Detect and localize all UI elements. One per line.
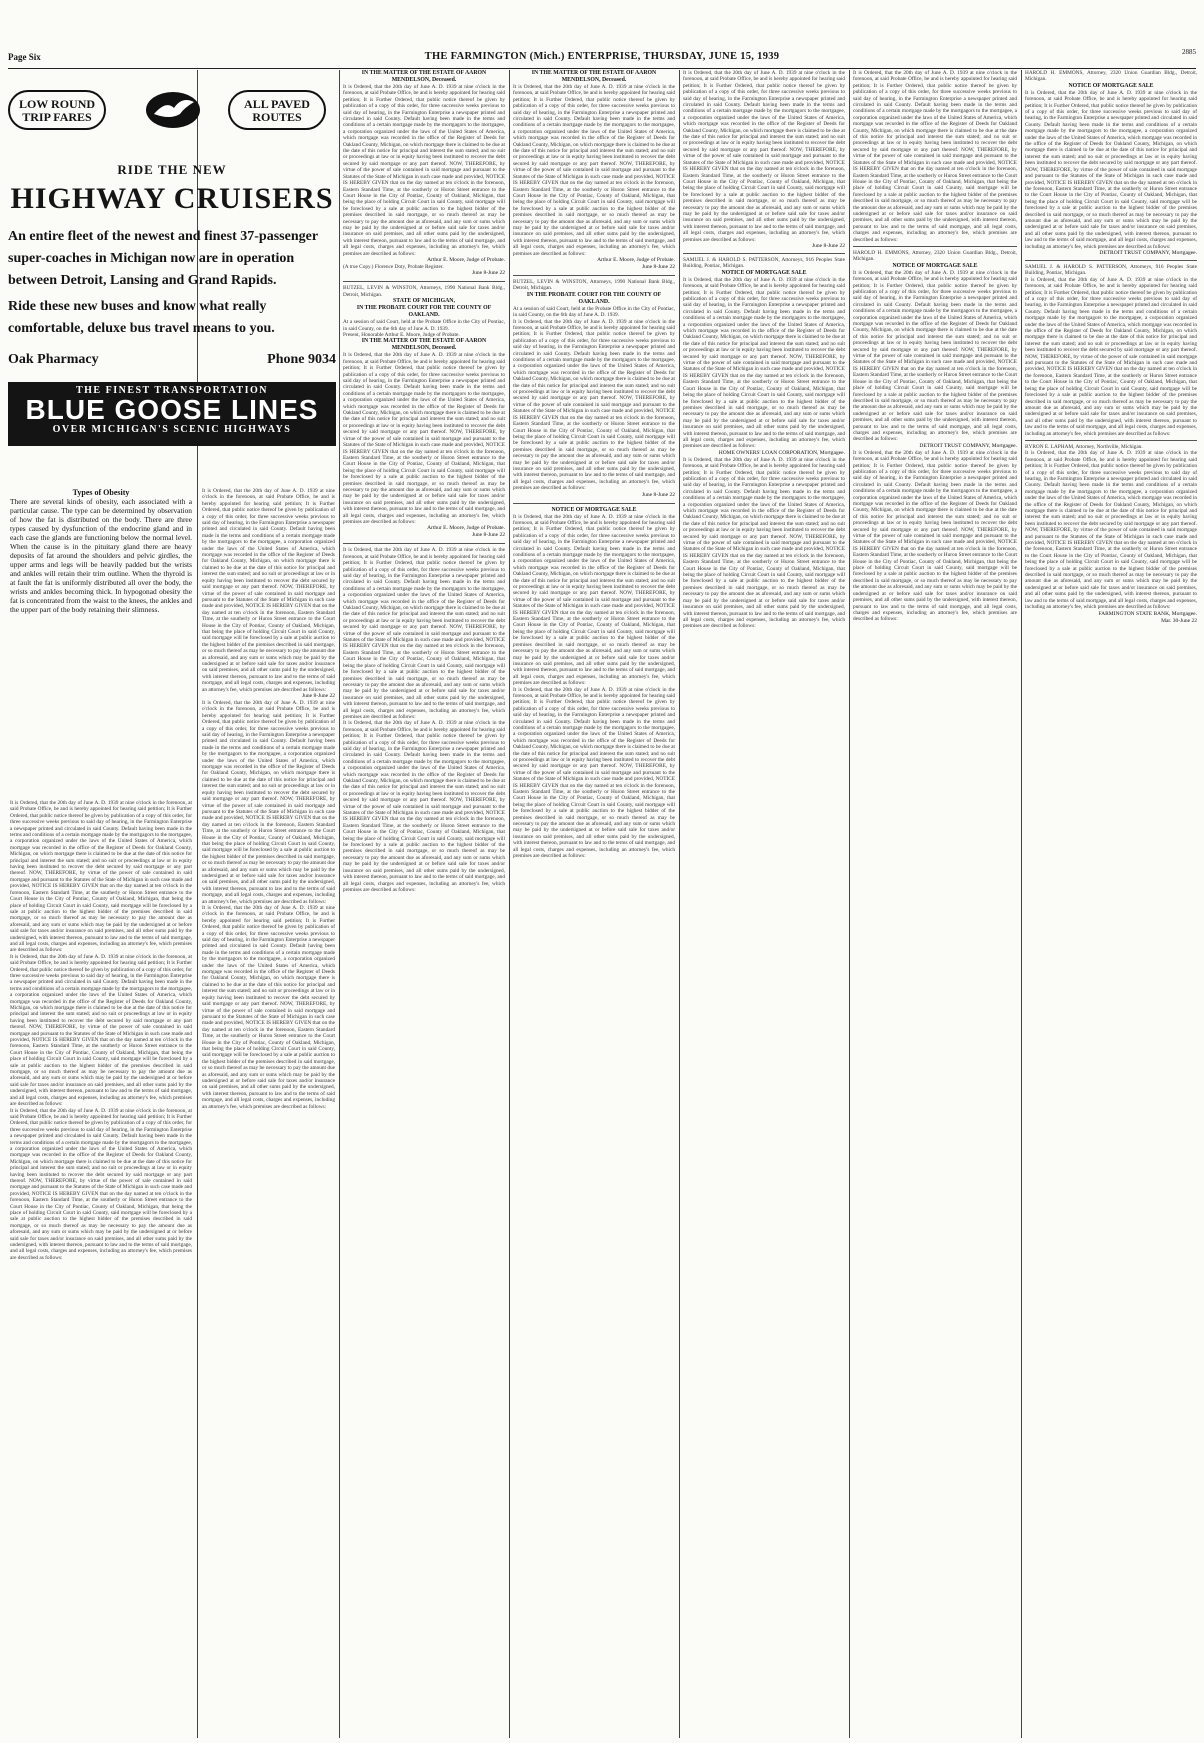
masthead: THE FARMINGTON (Mich.) ENTERPRISE, THURSDAY, JUNE 15, 1939 [424,51,780,62]
mortgage-sale-heading: NOTICE OF MORTGAGE SALE [721,269,807,276]
ad-banner [8,382,336,446]
notice-text: It is Ordered, that the 20th day of June A. D. 1939 at nine o'clock in the forenoon, at said Probate Office, be and is hereby appointed for hearing said petition; It is Further Ordered, that public notice thereof be given by publication of a copy of this order, for three successive weeks previous to said day of hearing, in the Farmington Enterprise a newspaper printed and circulated in said County. Default having been made in the terms and conditions of a certain mortgage made by the mortgagors to the mortgagee, a corporation organized under the laws of the United States of America, which mortgage was recorded in the office of the Register of Deeds for Oakland County, Michigan, on which mortgage there is claimed to be due at the date of this notice for principal and interest the sum stated; and no suit or proceedings at law or in equity having been instituted to recover the debt secured by said mortgage or any part thereof. NOW, THEREFORE, by virtue of the power of sale contained in said mortgage and pursuant to the Statutes of the State of Michigan in such case made and provided, NOTICE IS HEREBY GIVEN that on the day named at ten o'clock in the forenoon, Eastern Standard Time, at the southerly or Huron Street entrance to the Court House in the City of Pontiac, County of Oakland, Michigan, that being the place of holding Circuit Court in said County, said mortgage will be foreclosed by a sale at public auction to the highest bidder of the premises described in said mortgage, or so much thereof as may be necessary to pay the amount due as aforesaid, and any sum or sums which may be paid by the undersigned at or before said sale for taxes and/or insurance on said premises, and all other sums paid by the undersigned, with interest thereon, pursuant to law and to the terms of said mortgage, and all legal costs, charges and expenses, including an attorney's fee, which premises are described as follows: [853,449,1017,623]
notice-text: It is Ordered, that the 20th day of June A. D. 1939 at nine o'clock in the forenoon, at said Probate Office, be and is hereby appointed for hearing said petition; It is Further Ordered, that public notice thereof be given by publication of a copy of this order, for three successive weeks previous to said day of hearing, in the Farmington Enterprise a newspaper printed and circulated in said County. Default having been made in the terms and conditions of a certain mortgage made by the mortgagors to the mortgagee, a corporation organized under the laws of the United States of America, which mortgage was recorded in the office of the Register of Deeds for Oakland County, Michigan, on which mortgage there is claimed to be due at the date of this notice for principal and interest the sum stated; and no suit or proceedings at law or in equity having been instituted to recover the debt secured by said mortgage or any part thereof. NOW, THEREFORE, by virtue of the power of sale contained in said mortgage and pursuant to the Statutes of the State of Michigan in such case made and provided, NOTICE IS HEREBY GIVEN that on the day named at ten o'clock in the forenoon, Eastern Standard Time, at the southerly or Huron Street entrance to the Court House in the City of Pontiac, County of Oakland, Michigan, that being the place of holding Circuit Court in said County, said mortgage will be foreclosed by a sale at public auction to the highest bidder of the premises described in said mortgage, or so much thereof as may be necessary to pay the amount due as aforesaid, and any sum or sums which may be paid by the undersigned at or before said sale for taxes and/or insurance on said premises, and all other sums paid by the undersigned, with interest thereon, pursuant to law and to the terms of said mortgage, and all legal costs, charges and expenses, including an attorney's fee, which premises are described as follows: [513,84,675,257]
notice-text: It is Ordered, that the 20th day of June A. D. 1939 at nine o'clock in the forenoon, at said Probate Office, be and is hereby appointed for hearing said petition; It is Further Ordered, that public notice thereof be given by publication of a copy of this order, for three successive weeks previous to said day of hearing, in the Farmington Enterprise a newspaper printed and circulated in said County. Default having been made in the terms and conditions of a certain mortgage made by the mortgagors to the mortgagee, a corporation organized under the laws of the United States of America, which mortgage was recorded in the office of the Register of Deeds for Oakland County, Michigan, on which mortgage there is claimed to be due at the date of this notice for principal and interest the sum stated; and no suit or proceedings at law or in equity having been instituted to recover the debt secured by said mortgage or any part thereof. NOW, THEREFORE, by virtue of the power of sale contained in said mortgage and pursuant to the Statutes of the State of Michigan in such case made and provided, NOTICE IS HEREBY GIVEN that on the day named at ten o'clock in the forenoon, Eastern Standard Time, at the southerly or Huron Street entrance to the Court House in the City of Pontiac, County of Oakland, Michigan, that being the place of holding Circuit Court in said County, said mortgage will be foreclosed by a sale at public auction to the highest bidder of the premises described in said mortgage, or so much thereof as may be necessary to pay the amount due as aforesaid, and any sum or sums which may be paid by the undersigned at or before said sale for taxes and/or insurance on said premises, and all other sums paid by the undersigned, with interest thereon, pursuant to law and to the terms of said mortgage, and all legal costs, charges and expenses, including an attorney's fee, which premises are described as follows: [202,905,335,1110]
notice-text: It is Ordered, that the 20th day of June A. D. 1939 at nine o'clock in the forenoon, at said Probate Office, be and is hereby appointed for hearing said petition; It is Further Ordered, that public notice thereof be given by publication of a copy of this order, for three successive weeks previous to said day of hearing, in the Farmington Enterprise a newspaper printed and circulated in said County. Default having been made in the terms and conditions of a certain mortgage made by the mortgagors to the mortgagee, a corporation organized under the laws of the United States of America, which mortgage was recorded in the office of the Register of Deeds for Oakland County, Michigan, on which mortgage there is claimed to be due at the date of this notice for principal and interest the sum stated; and no suit or proceedings at law or in equity having been instituted to recover the debt secured by said mortgage or any part thereof. NOW, THEREFORE, by virtue of the power of sale contained in said mortgage and pursuant to the Statutes of the State of Michigan in such case made and provided, NOTICE IS HEREBY GIVEN that on the day named at ten o'clock in the forenoon, Eastern Standard Time, at the southerly or Huron Street entrance to the Court House in the City of Pontiac, County of Oakland, Michigan, that being the place of holding Circuit Court in said County, said mortgage will be foreclosed by a sale at public auction to the highest bidder of the premises described in said mortgage, or so much thereof as may be necessary to pay the amount due as aforesaid, and any sum or sums which may be paid by the undersigned at or before said sale for taxes and/or insurance on said premises, and all other sums paid by the undersigned, with interest thereon, pursuant to law and to the terms of said mortgage, and all legal costs, charges and expenses, including an attorney's fee, which premises are described as follows: [343,720,505,893]
ad-store: Oak Pharmacy [8,352,99,367]
probate-notice [343,70,505,277]
legal-column-4 [513,70,675,1738]
fares-box: LOW ROUND TRIP FARES [8,90,106,130]
notice-text: It is Ordered, that the 20th day of June A. D. 1939 at nine o'clock in the forenoon, at said Probate Office, be and is hereby appointed for hearing said petition; It is Further Ordered, that public notice thereof be given by publication of a copy of this order, for three successive weeks previous to said day of hearing, in the Farmington Enterprise a newspaper printed and circulated in said County. Default having been made in the terms and conditions of a certain mortgage made by the mortgagors to the mortgagee, a corporation organized under the laws of the United States of America, which mortgage was recorded in the office of the Register of Deeds for Oakland County, Michigan, on which mortgage there is claimed to be due at the date of this notice for principal and interest the sum stated; and no suit or proceedings at law or in equity having been instituted to recover the debt secured by said mortgage or any part thereof. NOW, THEREFORE, by virtue of the power of sale contained in said mortgage and pursuant to the Statutes of the State of Michigan in such case made and provided, NOTICE IS HEREBY GIVEN that on the day named at ten o'clock in the forenoon, Eastern Standard Time, at the southerly or Huron Street entrance to the Court House in the City of Pontiac, County of Oakland, Michigan, that being the place of holding Circuit Court in said County, said mortgage will be foreclosed by a sale at public auction to the highest bidder of the premises described in said mortgage, or so much thereof as may be necessary to pay the amount due as aforesaid, and any sum or sums which may be paid by the undersigned at or before said sale for taxes and/or insurance on said premises, and all other sums paid by the undersigned, with interest thereon, pursuant to law and to the terms of said mortgage, and all legal costs, charges and expenses, including an attorney's fee, which premises are described as follows: [683,70,845,243]
notice-firm: HAROLD H. EMMONS, Attorney, 2320 Union Guardian Bldg., Detroit, Michigan. [853,249,1017,263]
notice-text: It is Ordered, that the 20th day of June A. D. 1939 at nine o'clock in the forenoon, at said Probate Office, be and is hereby appointed for hearing said petition; It is Further Ordered, that public notice thereof be given by publication of a copy of this order, for three successive weeks previous to said day of hearing, in the Farmington Enterprise a newspaper printed and circulated in said County. Default having been made in the terms and conditions of a certain mortgage made by the mortgagors to the mortgagee, a corporation organized under the laws of the United States of America, which mortgage was recorded in the office of the Register of Deeds for Oakland County, Michigan, on which mortgage there is claimed to be due at the date of this notice for principal and interest the sum stated; and no suit or proceedings at law or in equity having been instituted to recover the debt secured by said mortgage or any part thereof. NOW, THEREFORE, by virtue of the power of sale contained in said mortgage and pursuant to the Statutes of the State of Michigan in such case made and provided, NOTICE IS HEREBY GIVEN that on the day named at ten o'clock in the forenoon, Eastern Standard Time, at the southerly or Huron Street entrance to the Court House in the City of Pontiac, County of Oakland, Michigan, that being the place of holding Circuit Court in said County, said mortgage will be foreclosed by a sale at public auction to the highest bidder of the premises described in said mortgage, or so much thereof as may be necessary to pay the amount due as aforesaid, and any sum or sums which may be paid by the undersigned at or before said sale for taxes and/or insurance on said premises, and all other sums paid by the undersigned, with interest thereon, pursuant to law and to the terms of said mortgage, and all legal costs, charges and expenses, including an attorney's fee, which premises are described as follows: [10,953,192,1108]
notice-date: June 8-June 22 [472,270,505,277]
notice-court: IN THE PROBATE COURT FOR THE COUNTY OF OAKLAND. [356,305,492,319]
notice-matter: IN THE MATTER OF THE ESTATE OF AARON MENDELSON, Deceased. [361,70,487,83]
notice-judge: Arthur E. Moore, Judge of Probate. [597,256,675,263]
column-rule [339,70,340,1738]
legal-column-7 [1025,70,1197,1738]
banner-top: THE FINEST TRANSPORTATION [75,385,268,396]
obesity-article [10,488,192,788]
notice-firm: BUTZEL, LEVIN & WINSTON, Attorneys, 1990 National Bank Bldg., Detroit, Michigan. [343,285,505,298]
notice-court: IN THE PROBATE COURT FOR THE COUNTY OF OAKLAND. [526,291,662,305]
bus-advertisement [8,90,336,435]
probate-notice [513,279,675,499]
ad-body: An entire fleet of the newest and finest 37-passenger super-coaches in Michigan now are in operation between Detroit, Lansing and Grand Rapids. [8,229,318,288]
notice-date: June 8-June 22 [812,242,845,249]
ad-subtitle: RIDE THE NEW [117,162,227,177]
notice-present: Present, Honorable Arthur E. Moore, Judge of Probate. [343,332,460,338]
probate-notice [343,285,505,539]
notice-date: June 8-June 22 [642,491,675,498]
mortgage-sale-heading: NOTICE OF MORTGAGE SALE [551,506,637,513]
notice-firm: BUTZEL, LEVIN & WINSTON, Attorneys, 1990 National Bank Bldg., Detroit, Michigan. [513,278,675,292]
notice-session: At a session of said Court, held at the Probate Office in the City of Pontiac, in said County, on the 6th day of June A. D. 1939. [513,305,675,319]
notice-text: It is Ordered, that the 20th day of June A. D. 1939 at nine o'clock in the forenoon, at said Probate Office, be and is hereby appointed for hearing said petition; It is Further Ordered, that public notice thereof be given by publication of a copy of this order, for three successive weeks previous to said day of hearing, in the Farmington Enterprise a newspaper printed and circulated in said County. Default having been made in the terms and conditions of a certain mortgage made by the mortgagors to the mortgagee, a corporation organized under the laws of the United States of America, which mortgage was recorded in the office of the Register of Deeds for Oakland County, Michigan, on which mortgage there is claimed to be due at the date of this notice for principal and interest the sum stated; and no suit or proceedings at law or in equity having been instituted to recover the debt secured by said mortgage or any part thereof. NOW, THEREFORE, by virtue of the power of sale contained in said mortgage and pursuant to the Statutes of the State of Michigan in such case made and provided, NOTICE IS HEREBY GIVEN that on the day named at ten o'clock in the forenoon, Eastern Standard Time, at the southerly or Huron Street entrance to the Court House in the City of Pontiac, County of Oakland, Michigan, that being the place of holding Circuit Court in said County, said mortgage will be foreclosed by a sale at public auction to the highest bidder of the premises described in said mortgage, or so much thereof as may be necessary to pay the amount due as aforesaid, and any sum or sums which may be paid by the undersigned at or before said sale for taxes and/or insurance on said premises, and all other sums paid by the undersigned, with interest thereon, pursuant to law and to the terms of said mortgage, and all legal costs, charges and expenses, including an attorney's fee, which premises are described as follows: [1025,89,1197,250]
banner-main: BLUE GOOSE LINES [25,394,319,425]
notice-text: It is Ordered, that the 20th day of June A. D. 1939 at nine o'clock in the forenoon, at said Probate Office, be and is hereby appointed for hearing said petition; It is Further Ordered, that public notice thereof be given by publication of a copy of this order, for three successive weeks previous to said day of hearing, in the Farmington Enterprise a newspaper printed and circulated in said County. Default having been made in the terms and conditions of a certain mortgage made by the mortgagors to the mortgagee, a corporation organized under the laws of the United States of America, which mortgage was recorded in the office of the Register of Deeds for Oakland County, Michigan, on which mortgage there is claimed to be due at the date of this notice for principal and interest the sum stated; and no suit or proceedings at law or in equity having been instituted to recover the debt secured by said mortgage or any part thereof. NOW, THEREFORE, by virtue of the power of sale contained in said mortgage and pursuant to the Statutes of the State of Michigan in such case made and provided, NOTICE IS HEREBY GIVEN that on the day named at ten o'clock in the forenoon, Eastern Standard Time, at the southerly or Huron Street entrance to the Court House in the City of Pontiac, County of Oakland, Michigan, that being the place of holding Circuit Court in said County, said mortgage will be foreclosed by a sale at public auction to the highest bidder of the premises described in said mortgage, or so much thereof as may be necessary to pay the amount due as aforesaid, and any sum or sums which may be paid by the undersigned at or before said sale for taxes and/or insurance on said premises, and all other sums paid by the undersigned, with interest thereon, pursuant to law and to the terms of said mortgage, and all legal costs, charges and expenses, including an attorney's fee, which premises are described as follows: [10,1107,192,1261]
notice-text: It is Ordered, that the 20th day of June A. D. 1939 at nine o'clock in the forenoon, at said Probate Office, be and is hereby appointed for hearing said petition; It is Further Ordered, that public notice thereof be given by publication of a copy of this order, for three successive weeks previous to said day of hearing, in the Farmington Enterprise a newspaper printed and circulated in said County. Default having been made in the terms and conditions of a certain mortgage made by the mortgagors to the mortgagee, a corporation organized under the laws of the United States of America, which mortgage was recorded in the office of the Register of Deeds for Oakland County, Michigan, on which mortgage there is claimed to be due at the date of this notice for principal and interest the sum stated; and no suit or proceedings at law or in equity having been instituted to recover the debt secured by said mortgage or any part thereof. NOW, THEREFORE, by virtue of the power of sale contained in said mortgage and pursuant to the Statutes of the State of Michigan in such case made and provided, NOTICE IS HEREBY GIVEN that on the day named at ten o'clock in the forenoon, Eastern Standard Time, at the southerly or Huron Street entrance to the Court House in the City of Pontiac, County of Oakland, Michigan, that being the place of holding Circuit Court in said County, said mortgage will be foreclosed by a sale at public auction to the highest bidder of the premises described in said mortgage, or so much thereof as may be necessary to pay the amount due as aforesaid, and any sum or sums which may be paid by the undersigned at or before said sale for taxes and/or insurance on said premises, and all other sums paid by the undersigned, with interest thereon, pursuant to law and to the terms of said mortgage, and all legal costs, charges and expenses, including an attorney's fee, which premises are described as follows: [10,800,192,954]
page-number: Page Six [8,52,41,62]
notice-text: It is Ordered, that the 20th day of June A. D. 1939 at nine o'clock in the forenoon, at said Probate Office, be and is hereby appointed for hearing said petition; It is Further Ordered, that public notice thereof be given by publication of a copy of this order, for three successive weeks previous to said day of hearing, in the Farmington Enterprise a newspaper printed and circulated in said County. Default having been made in the terms and conditions of a certain mortgage made by the mortgagors to the mortgagee, a corporation organized under the laws of the United States of America, which mortgage was recorded in the office of the Register of Deeds for Oakland County, Michigan, on which mortgage there is claimed to be due at the date of this notice for principal and interest the sum stated; and no suit or proceedings at law or in equity having been instituted to recover the debt secured by said mortgage or any part thereof. NOW, THEREFORE, by virtue of the power of sale contained in said mortgage and pursuant to the Statutes of the State of Michigan in such case made and provided, NOTICE IS HEREBY GIVEN that on the day named at ten o'clock in the forenoon, Eastern Standard Time, at the southerly or Huron Street entrance to the Court House in the City of Pontiac, County of Oakland, Michigan, that being the place of holding Circuit Court in said County, said mortgage will be foreclosed by a sale at public auction to the highest bidder of the premises described in said mortgage, or so much thereof as may be necessary to pay the amount due as aforesaid, and any sum or sums which may be paid by the undersigned at or before said sale for taxes and/or insurance on said premises, and all other sums paid by the undersigned, with interest thereon, pursuant to law and to the terms of said mortgage, and all legal costs, charges and expenses, including an attorney's fee, which premises are described as follows: [853,269,1017,443]
ad-phone: Phone 9034 [267,352,336,367]
notice-text: It is Ordered, that the 20th day of June A. D. 1939 at nine o'clock in the forenoon, at said Probate Office, be and is hereby appointed for hearing said petition; It is Further Ordered, that public notice thereof be given by publication of a copy of this order, for three successive weeks previous to said day of hearing, in the Farmington Enterprise a newspaper printed and circulated in said County. Default having been made in the terms and conditions of a certain mortgage made by the mortgagors to the mortgagee, a corporation organized under the laws of the United States of America, which mortgage was recorded in the office of the Register of Deeds for Oakland County, Michigan, on which mortgage there is claimed to be due at the date of this notice for principal and interest the sum stated; and no suit or proceedings at law or in equity having been instituted to recover the debt secured by said mortgage or any part thereof. NOW, THEREFORE, by virtue of the power of sale contained in said mortgage and pursuant to the Statutes of the State of Michigan in such case made and provided, NOTICE IS HEREBY GIVEN that on the day named at ten o'clock in the forenoon, Eastern Standard Time, at the southerly or Huron Street entrance to the Court House in the City of Pontiac, County of Oakland, Michigan, that being the place of holding Circuit Court in said County, said mortgage will be foreclosed by a sale at public auction to the highest bidder of the premises described in said mortgage, or so much thereof as may be necessary to pay the amount due as aforesaid, and any sum or sums which may be paid by the undersigned at or before said sale for taxes and/or insurance on said premises, and all other sums paid by the undersigned, with interest thereon, pursuant to law and to the terms of said mortgage, and all legal costs, charges and expenses, including an attorney's fee, which premises are described as follows: [513,318,675,492]
notice-firm: SAMUEL J. & HAROLD S. PATTERSON, Attorneys, 916 Peoples State Building, Pontiac, Michigan. [683,256,845,270]
legal-column-1 [10,800,192,1738]
mortgage-sale-heading: NOTICE OF MORTGAGE SALE [1068,82,1154,89]
notice-judge: Arthur E. Moore, Judge of Probate. [427,525,505,532]
notice-true-copy: (A true Copy.) Florence Doty, Probate Register. [343,263,444,270]
notice-text: It is Ordered, that the 20th day of June A. D. 1939 at nine o'clock in the forenoon, at said Probate Office, be and is hereby appointed for hearing said petition; It is Further Ordered, that public notice thereof be given by publication of a copy of this order, for three successive weeks previous to said day of hearing, in the Farmington Enterprise a newspaper printed and circulated in said County. Default having been made in the terms and conditions of a certain mortgage made by the mortgagors to the mortgagee, a corporation organized under the laws of the United States of America, which mortgage was recorded in the office of the Register of Deeds for Oakland County, Michigan, on which mortgage there is claimed to be due at the date of this notice for principal and interest the sum stated; and no suit or proceedings at law or in equity having been instituted to recover the debt secured by said mortgage or any part thereof. NOW, THEREFORE, by virtue of the power of sale contained in said mortgage and pursuant to the Statutes of the State of Michigan in such case made and provided, NOTICE IS HEREBY GIVEN that on the day named at ten o'clock in the forenoon, Eastern Standard Time, at the southerly or Huron Street entrance to the Court House in the City of Pontiac, County of Oakland, Michigan, that being the place of holding Circuit Court in said County, said mortgage will be foreclosed by a sale at public auction to the highest bidder of the premises described in said mortgage, or so much thereof as may be necessary to pay the amount due as aforesaid, and any sum or sums which may be paid by the undersigned at or before said sale for taxes and/or insurance on said premises, and all other sums paid by the undersigned, with interest thereon, pursuant to law and to the terms of said mortgage, and all legal costs, charges and expenses, including an attorney's fee, which premises are described as follows: [853,70,1017,243]
legal-column-2 [202,488,335,1738]
probate-notice [513,70,675,271]
notice-firm: BYRON E. LAPHAM, Attorney, Northville, Michigan. [1025,443,1143,450]
column-rule [1021,70,1022,1738]
article-title: Types of Obesity [72,488,130,497]
notice-firm: SAMUEL J. & HAROLD S. PATTERSON, Attorneys, 916 Peoples State Building, Pontiac, Michigan. [1025,263,1197,277]
notice-matter: IN THE MATTER OF THE ESTATE OF AARON MENDELSON, Deceased. [361,338,487,352]
column-rule [849,70,850,1738]
mortgage-sale-heading: NOTICE OF MORTGAGE SALE [892,262,978,269]
column-rule [679,70,680,1738]
notice-mortgagee: DETROIT TRUST COMPANY, Mortgagee. [1099,249,1197,256]
column-rule [509,70,510,1738]
page-header [8,48,1196,69]
notice-text: It is Ordered, that the 20th day of June A. D. 1939 at nine o'clock in the forenoon, at said Probate Office, be and is hereby appointed for hearing said petition; It is Further Ordered, that public notice thereof be given by publication of a copy of this order, for three successive weeks previous to said day of hearing, in the Farmington Enterprise a newspaper printed and circulated in said County. Default having been made in the terms and conditions of a certain mortgage made by the mortgagors to the mortgagee, a corporation organized under the laws of the United States of America, which mortgage was recorded in the office of the Register of Deeds for Oakland County, Michigan, on which mortgage there is claimed to be due at the date of this notice for principal and interest the sum stated; and no suit or proceedings at law or in equity having been instituted to recover the debt secured by said mortgage or any part thereof. NOW, THEREFORE, by virtue of the power of sale contained in said mortgage and pursuant to the Statutes of the State of Michigan in such case made and provided, NOTICE IS HEREBY GIVEN that on the day named at ten o'clock in the forenoon, Eastern Standard Time, at the southerly or Huron Street entrance to the Court House in the City of Pontiac, County of Oakland, Michigan, that being the place of holding Circuit Court in said County, said mortgage will be foreclosed by a sale at public auction to the highest bidder of the premises described in said mortgage, or so much thereof as may be necessary to pay the amount due as aforesaid, and any sum or sums which may be paid by the undersigned at or before said sale for taxes and/or insurance on said premises, and all other sums paid by the undersigned, with interest thereon, pursuant to law and to the terms of said mortgage, and all legal costs, charges and expenses, including an attorney's fee, which premises are described as follows: [343,547,505,720]
notice-text: It is Ordered, that the 20th day of June A. D. 1939 at nine o'clock in the forenoon, at said Probate Office, be and is hereby appointed for hearing said petition; It is Further Ordered, that public notice thereof be given by publication of a copy of this order, for three successive weeks previous to said day of hearing, in the Farmington Enterprise a newspaper printed and circulated in said County. Default having been made in the terms and conditions of a certain mortgage made by the mortgagors to the mortgagee, a corporation organized under the laws of the United States of America, which mortgage was recorded in the office of the Register of Deeds for Oakland County, Michigan, on which mortgage there is claimed to be due at the date of this notice for principal and interest the sum stated; and no suit or proceedings at law or in equity having been instituted to recover the debt secured by said mortgage or any part thereof. NOW, THEREFORE, by virtue of the power of sale contained in said mortgage and pursuant to the Statutes of the State of Michigan in such case made and provided, NOTICE IS HEREBY GIVEN that on the day named at ten o'clock in the forenoon, Eastern Standard Time, at the southerly or Huron Street entrance to the Court House in the City of Pontiac, County of Oakland, Michigan, that being the place of holding Circuit Court in said County, said mortgage will be foreclosed by a sale at public auction to the highest bidder of the premises described in said mortgage, or so much thereof as may be necessary to pay the amount due as aforesaid, and any sum or sums which may be paid by the undersigned at or before said sale for taxes and/or insurance on said premises, and all other sums paid by the undersigned, with interest thereon, pursuant to law and to the terms of said mortgage, and all legal costs, charges and expenses, including an attorney's fee, which premises are described as follows: [1025,450,1197,611]
banner-bottom: OVER MICHIGAN'S SCENIC HIGHWAYS [52,424,292,435]
notice-mortgagee: FARMINGTON STATE BANK, Mortgagee. [1098,610,1197,617]
notice-text: It is Ordered, that the 20th day of June A. D. 1939 at nine o'clock in the forenoon, at said Probate Office, be and is hereby appointed for hearing said petition; It is Further Ordered, that public notice thereof be given by publication of a copy of this order, for three successive weeks previous to said day of hearing, in the Farmington Enterprise a newspaper printed and circulated in said County. Default having been made in the terms and conditions of a certain mortgage made by the mortgagors to the mortgagee, a corporation organized under the laws of the United States of America, which mortgage was recorded in the office of the Register of Deeds for Oakland County, Michigan, on which mortgage there is claimed to be due at the date of this notice for principal and interest the sum stated; and no suit or proceedings at law or in equity having been instituted to recover the debt secured by said mortgage or any part thereof. NOW, THEREFORE, by virtue of the power of sale contained in said mortgage and pursuant to the Statutes of the State of Michigan in such case made and provided, NOTICE IS HEREBY GIVEN that on the day named at ten o'clock in the forenoon, Eastern Standard Time, at the southerly or Huron Street entrance to the Court House in the City of Pontiac, County of Oakland, Michigan, that being the place of holding Circuit Court in said County, said mortgage will be foreclosed by a sale at public auction to the highest bidder of the premises described in said mortgage, or so much thereof as may be necessary to pay the amount due as aforesaid, and any sum or sums which may be paid by the undersigned at or before said sale for taxes and/or insurance on said premises, and all other sums paid by the undersigned, with interest thereon, pursuant to law and to the terms of said mortgage, and all legal costs, charges and expenses, including an attorney's fee, which premises are described as follows: [343,84,505,257]
notice-text: It is Ordered, that the 20th day of June A. D. 1939 at nine o'clock in the forenoon, at said Probate Office, be and is hereby appointed for hearing said petition; It is Further Ordered, that public notice thereof be given by publication of a copy of this order, for three successive weeks previous to said day of hearing, in the Farmington Enterprise a newspaper printed and circulated in said County. Default having been made in the terms and conditions of a certain mortgage made by the mortgagors to the mortgagee, a corporation organized under the laws of the United States of America, which mortgage was recorded in the office of the Register of Deeds for Oakland County, Michigan, on which mortgage there is claimed to be due at the date of this notice for principal and interest the sum stated; and no suit or proceedings at law or in equity having been instituted to recover the debt secured by said mortgage or any part thereof. NOW, THEREFORE, by virtue of the power of sale contained in said mortgage and pursuant to the Statutes of the State of Michigan in such case made and provided, NOTICE IS HEREBY GIVEN that on the day named at ten o'clock in the forenoon, Eastern Standard Time, at the southerly or Huron Street entrance to the Court House in the City of Pontiac, County of Oakland, Michigan, that being the place of holding Circuit Court in said County, said mortgage will be foreclosed by a sale at public auction to the highest bidder of the premises described in said mortgage, or so much thereof as may be necessary to pay the amount due as aforesaid, and any sum or sums which may be paid by the undersigned at or before said sale for taxes and/or insurance on said premises, and all other sums paid by the undersigned, with interest thereon, pursuant to law and to the terms of said mortgage, and all legal costs, charges and expenses, including an attorney's fee, which premises are described as follows: [202,700,335,905]
notice-firm: HAROLD H. EMMONS, Attorney, 2320 Union Guardian Bldg., Detroit, Michigan. [1025,70,1197,83]
goose-logo-icon [144,90,202,130]
notice-matter: IN THE MATTER OF THE ESTATE OF AARON MENDELSON, Deceased. [531,70,657,83]
notice-date: June 8-June 22 [472,532,505,539]
notice-end-date: Mar. 30-June 22 [1161,617,1197,624]
notice-judge: Arthur E. Moore, Judge of Probate. [427,256,505,263]
notice-text: It is Ordered, that the 20th day of June A. D. 1939 at nine o'clock in the forenoon, at said Probate Office, be and is hereby appointed for hearing said petition; It is Further Ordered, that public notice thereof be given by publication of a copy of this order, for three successive weeks previous to said day of hearing, in the Farmington Enterprise a newspaper printed and circulated in said County. Default having been made in the terms and conditions of a certain mortgage made by the mortgagors to the mortgagee, a corporation organized under the laws of the United States of America, which mortgage was recorded in the office of the Register of Deeds for Oakland County, Michigan, on which mortgage there is claimed to be due at the date of this notice for principal and interest the sum stated; and no suit or proceedings at law or in equity having been instituted to recover the debt secured by said mortgage or any part thereof. NOW, THEREFORE, by virtue of the power of sale contained in said mortgage and pursuant to the Statutes of the State of Michigan in such case made and provided, NOTICE IS HEREBY GIVEN that on the day named at ten o'clock in the forenoon, Eastern Standard Time, at the southerly or Huron Street entrance to the Court House in the City of Pontiac, County of Oakland, Michigan, that being the place of holding Circuit Court in said County, said mortgage will be foreclosed by a sale at public auction to the highest bidder of the premises described in said mortgage, or so much thereof as may be necessary to pay the amount due as aforesaid, and any sum or sums which may be paid by the undersigned at or before said sale for taxes and/or insurance on said premises, and all other sums paid by the undersigned, with interest thereon, pursuant to law and to the terms of said mortgage, and all legal costs, charges and expenses, including an attorney's fee, which premises are described as follows: [513,686,675,860]
notice-text: It is Ordered, that the 20th day of June A. D. 1939 at nine o'clock in the forenoon, at said Probate Office, be and is hereby appointed for hearing said petition; It is Further Ordered, that public notice thereof be given by publication of a copy of this order, for three successive weeks previous to said day of hearing, in the Farmington Enterprise a newspaper printed and circulated in said County. Default having been made in the terms and conditions of a certain mortgage made by the mortgagors to the mortgagee, a corporation organized under the laws of the United States of America, which mortgage was recorded in the office of the Register of Deeds for Oakland County, Michigan, on which mortgage there is claimed to be due at the date of this notice for principal and interest the sum stated; and no suit or proceedings at law or in equity having been instituted to recover the debt secured by said mortgage or any part thereof. NOW, THEREFORE, by virtue of the power of sale contained in said mortgage and pursuant to the Statutes of the State of Michigan in such case made and provided, NOTICE IS HEREBY GIVEN that on the day named at ten o'clock in the forenoon, Eastern Standard Time, at the southerly or Huron Street entrance to the Court House in the City of Pontiac, County of Oakland, Michigan, that being the place of holding Circuit Court in said County, said mortgage will be foreclosed by a sale at public auction to the highest bidder of the premises described in said mortgage, or so much thereof as may be necessary to pay the amount due as aforesaid, and any sum or sums which may be paid by the undersigned at or before said sale for taxes and/or insurance on said premises, and all other sums paid by the undersigned, with interest thereon, pursuant to law and to the terms of said mortgage, and all legal costs, charges and expenses, including an attorney's fee, which premises are described as follows: [343,352,505,525]
notice-text: It is Ordered, that the 20th day of June A. D. 1939 at nine o'clock in the forenoon, at said Probate Office, be and is hereby appointed for hearing said petition; It is Further Ordered, that public notice thereof be given by publication of a copy of this order, for three successive weeks previous to said day of hearing, in the Farmington Enterprise a newspaper printed and circulated in said County. Default having been made in the terms and conditions of a certain mortgage made by the mortgagors to the mortgagee, a corporation organized under the laws of the United States of America, which mortgage was recorded in the office of the Register of Deeds for Oakland County, Michigan, on which mortgage there is claimed to be due at the date of this notice for principal and interest the sum stated; and no suit or proceedings at law or in equity having been instituted to recover the debt secured by said mortgage or any part thereof. NOW, THEREFORE, by virtue of the power of sale contained in said mortgage and pursuant to the Statutes of the State of Michigan in such case made and provided, NOTICE IS HEREBY GIVEN that on the day named at ten o'clock in the forenoon, Eastern Standard Time, at the southerly or Huron Street entrance to the Court House in the City of Pontiac, County of Oakland, Michigan, that being the place of holding Circuit Court in said County, said mortgage will be foreclosed by a sale at public auction to the highest bidder of the premises described in said mortgage, or so much thereof as may be necessary to pay the amount due as aforesaid, and any sum or sums which may be paid by the undersigned at or before said sale for taxes and/or insurance on said premises, and all other sums paid by the undersigned, with interest thereon, pursuant to law and to the terms of said mortgage, and all legal costs, charges and expenses, including an attorney's fee, which premises are described as follows: [683,456,845,630]
notice-text: It is Ordered, that the 20th day of June A. D. 1939 at nine o'clock in the forenoon, at said Probate Office, be and is hereby appointed for hearing said petition; It is Further Ordered, that public notice thereof be given by publication of a copy of this order, for three successive weeks previous to said day of hearing, in the Farmington Enterprise a newspaper printed and circulated in said County. Default having been made in the terms and conditions of a certain mortgage made by the mortgagors to the mortgagee, a corporation organized under the laws of the United States of America, which mortgage was recorded in the office of the Register of Deeds for Oakland County, Michigan, on which mortgage there is claimed to be due at the date of this notice for principal and interest the sum stated; and no suit or proceedings at law or in equity having been instituted to recover the debt secured by said mortgage or any part thereof. NOW, THEREFORE, by virtue of the power of sale contained in said mortgage and pursuant to the Statutes of the State of Michigan in such case made and provided, NOTICE IS HEREBY GIVEN that on the day named at ten o'clock in the forenoon, Eastern Standard Time, at the southerly or Huron Street entrance to the Court House in the City of Pontiac, County of Oakland, Michigan, that being the place of holding Circuit Court in said County, said mortgage will be foreclosed by a sale at public auction to the highest bidder of the premises described in said mortgage, or so much thereof as may be necessary to pay the amount due as aforesaid, and any sum or sums which may be paid by the undersigned at or before said sale for taxes and/or insurance on said premises, and all other sums paid by the undersigned, with interest thereon, pursuant to law and to the terms of said mortgage, and all legal costs, charges and expenses, including an attorney's fee, which premises are described as follows: [1025,276,1197,437]
ad-title: HIGHWAY CRUISERS [10,182,334,215]
notice-text: It is Ordered, that the 20th day of June A. D. 1939 at nine o'clock in the forenoon, at said Probate Office, be and is hereby appointed for hearing said petition; It is Further Ordered, that public notice thereof be given by publication of a copy of this order, for three successive weeks previous to said day of hearing, in the Farmington Enterprise a newspaper printed and circulated in said County. Default having been made in the terms and conditions of a certain mortgage made by the mortgagors to the mortgagee, a corporation organized under the laws of the United States of America, which mortgage was recorded in the office of the Register of Deeds for Oakland County, Michigan, on which mortgage there is claimed to be due at the date of this notice for principal and interest the sum stated; and no suit or proceedings at law or in equity having been instituted to recover the debt secured by said mortgage or any part thereof. NOW, THEREFORE, by virtue of the power of sale contained in said mortgage and pursuant to the Statutes of the State of Michigan in such case made and provided, NOTICE IS HEREBY GIVEN that on the day named at ten o'clock in the forenoon, Eastern Standard Time, at the southerly or Huron Street entrance to the Court House in the City of Pontiac, County of Oakland, Michigan, that being the place of holding Circuit Court in said County, said mortgage will be foreclosed by a sale at public auction to the highest bidder of the premises described in said mortgage, or so much thereof as may be necessary to pay the amount due as aforesaid, and any sum or sums which may be paid by the undersigned at or before said sale for taxes and/or insurance on said premises, and all other sums paid by the undersigned, with interest thereon, pursuant to law and to the terms of said mortgage, and all legal costs, charges and expenses, including an attorney's fee, which premises are described as follows: [683,276,845,450]
notice-mortgagee: DETROIT TRUST COMPANY, Mortgagee. [919,442,1017,449]
article-body: There are several kinds of obesity, each associated with a particular cause. The type can be determined by observation of how the fat is distributed on the body. There are three types caused by dysfunction of the endocrine gland and in each case the glands are functioning below the normal level. When the cause is in the pituitary gland there are heavy deposits of fat around the shoulders and pelvic girdles, the upper arms and legs will be heavily padded but the wrists and ankles will retain their trim outline. When the thyroid is at fault the fat is uniformly distributed all over the body, the wrists and ankles becoming thick. In hypogonad obesity the fat is concentrated from the waist to the knees, the ankles and the upper part of the body retaining their slimness. [10,497,192,614]
notice-text: It is Ordered, that the 20th day of June A. D. 1939 at nine o'clock in the forenoon, at said Probate Office, be and is hereby appointed for hearing said petition; It is Further Ordered, that public notice thereof be given by publication of a copy of this order, for three successive weeks previous to said day of hearing, in the Farmington Enterprise a newspaper printed and circulated in said County. Default having been made in the terms and conditions of a certain mortgage made by the mortgagors to the mortgagee, a corporation organized under the laws of the United States of America, which mortgage was recorded in the office of the Register of Deeds for Oakland County, Michigan, on which mortgage there is claimed to be due at the date of this notice for principal and interest the sum stated; and no suit or proceedings at law or in equity having been instituted to recover the debt secured by said mortgage or any part thereof. NOW, THEREFORE, by virtue of the power of sale contained in said mortgage and pursuant to the Statutes of the State of Michigan in such case made and provided, NOTICE IS HEREBY GIVEN that on the day named at ten o'clock in the forenoon, Eastern Standard Time, at the southerly or Huron Street entrance to the Court House in the City of Pontiac, County of Oakland, Michigan, that being the place of holding Circuit Court in said County, said mortgage will be foreclosed by a sale at public auction to the highest bidder of the premises described in said mortgage, or so much thereof as may be necessary to pay the amount due as aforesaid, and any sum or sums which may be paid by the undersigned at or before said sale for taxes and/or insurance on said premises, and all other sums paid by the undersigned, with interest thereon, pursuant to law and to the terms of said mortgage, and all legal costs, charges and expenses, including an attorney's fee, which premises are described as follows: [202,488,335,693]
legal-column-3 [343,70,505,1738]
notice-date: June 8-June 22 [302,693,335,699]
notice-text: It is Ordered, that the 20th day of June A. D. 1939 at nine o'clock in the forenoon, at said Probate Office, be and is hereby appointed for hearing said petition; It is Further Ordered, that public notice thereof be given by publication of a copy of this order, for three successive weeks previous to said day of hearing, in the Farmington Enterprise a newspaper printed and circulated in said County. Default having been made in the terms and conditions of a certain mortgage made by the mortgagors to the mortgagee, a corporation organized under the laws of the United States of America, which mortgage was recorded in the office of the Register of Deeds for Oakland County, Michigan, on which mortgage there is claimed to be due at the date of this notice for principal and interest the sum stated; and no suit or proceedings at law or in equity having been instituted to recover the debt secured by said mortgage or any part thereof. NOW, THEREFORE, by virtue of the power of sale contained in said mortgage and pursuant to the Statutes of the State of Michigan in such case made and provided, NOTICE IS HEREBY GIVEN that on the day named at ten o'clock in the forenoon, Eastern Standard Time, at the southerly or Huron Street entrance to the Court House in the City of Pontiac, County of Oakland, Michigan, that being the place of holding Circuit Court in said County, said mortgage will be foreclosed by a sale at public auction to the highest bidder of the premises described in said mortgage, or so much thereof as may be necessary to pay the amount due as aforesaid, and any sum or sums which may be paid by the undersigned at or before said sale for taxes and/or insurance on said premises, and all other sums paid by the undersigned, with interest thereon, pursuant to law and to the terms of said mortgage, and all legal costs, charges and expenses, including an attorney's fee, which premises are described as follows: [513,513,675,687]
corner-note: 2885 [1182,48,1196,56]
notice-session: At a session of said Court, held at the Probate Office in the City of Pontiac, in said County, on the 6th day of June A. D. 1939. [343,319,505,332]
routes-box: ALL PAVED ROUTES [228,90,326,130]
legal-column-6 [853,70,1017,1738]
ad-body-2: Ride these new buses and know what really comfortable, deluxe bus travel means to you. [8,299,275,336]
notice-state: STATE OF MICHIGAN, [393,298,455,305]
notice-mortgagee: HOME OWNERS' LOAN CORPORATION, Mortgagee. [718,449,845,456]
legal-column-5 [683,70,845,1738]
notice-date: June 8-June 22 [642,263,675,270]
